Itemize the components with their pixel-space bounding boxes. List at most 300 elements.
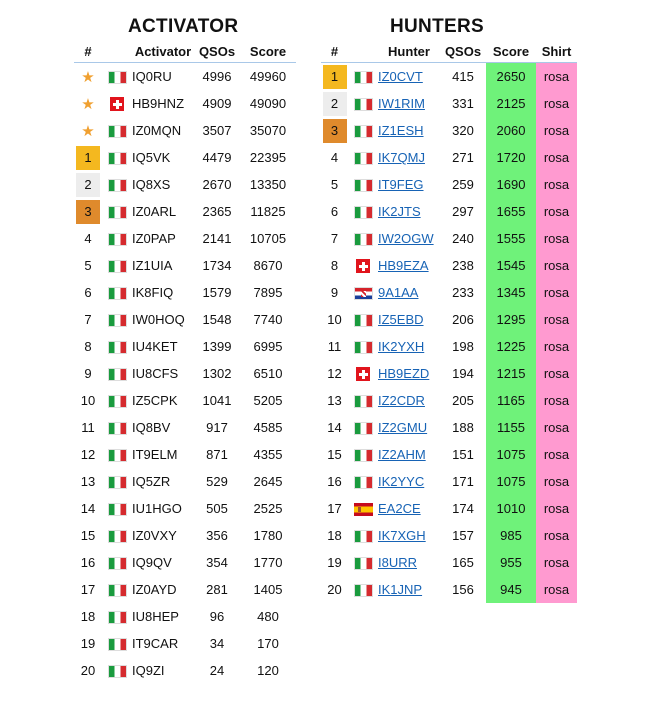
italy-flag-icon — [354, 395, 373, 408]
flag-cell — [348, 63, 378, 91]
rank-cell — [74, 441, 102, 468]
hunter-callsign-cell — [378, 468, 440, 495]
hunter-callsign-link[interactable]: IT9FEG — [378, 177, 424, 192]
rank-number: 19 — [80, 635, 96, 651]
header-qsos: QSOs — [440, 40, 486, 63]
activator-row — [74, 603, 296, 630]
shirt-value: rosa — [536, 252, 577, 279]
qsos-value: 174 — [452, 501, 474, 516]
qsos-value: 4909 — [202, 96, 232, 111]
qsos-value: 1579 — [202, 285, 232, 300]
shirt-value: rosa — [536, 549, 577, 576]
flag-cell — [348, 468, 378, 495]
score-value: 4585 — [253, 420, 283, 435]
hunter-callsign-link[interactable]: IK2JTS — [378, 204, 421, 219]
hunter-callsign-link[interactable]: IK7XGH — [378, 528, 426, 543]
flag-cell — [102, 387, 132, 414]
activator-row — [74, 387, 296, 414]
italy-flag-icon — [354, 233, 373, 246]
rank-cell — [74, 198, 102, 225]
activator-row — [74, 441, 296, 468]
activator-header-row — [74, 40, 296, 63]
flag-cell — [348, 225, 378, 252]
header-score: Score — [240, 40, 296, 63]
score-value: 6995 — [253, 339, 283, 354]
qsos-value: 529 — [206, 474, 228, 489]
hunter-callsign-cell — [378, 414, 440, 441]
hunter-callsign-link[interactable]: I8URR — [378, 555, 418, 570]
italy-flag-icon — [108, 287, 127, 300]
score-value: 1010 — [486, 495, 536, 522]
hunter-row — [321, 522, 577, 549]
flag-cell — [102, 549, 132, 576]
qsos-value: 354 — [206, 555, 228, 570]
hunter-callsign-cell — [378, 441, 440, 468]
hunter-row — [321, 306, 577, 333]
flag-cell — [348, 198, 378, 225]
score-value: 1215 — [486, 360, 536, 387]
flag-cell — [348, 441, 378, 468]
hunter-row — [321, 387, 577, 414]
flag-cell — [348, 549, 378, 576]
rank-number: 7 — [84, 311, 92, 327]
activator-callsign: IZ0AYD — [132, 582, 177, 597]
shirt-value: rosa — [536, 522, 577, 549]
shirt-value: rosa — [536, 468, 577, 495]
hunter-callsign-cell — [378, 117, 440, 144]
rank-number: 10 — [80, 392, 96, 408]
italy-flag-icon — [108, 260, 127, 273]
rank-cell — [321, 333, 348, 360]
activator-row — [74, 468, 296, 495]
rank-cell — [74, 306, 102, 333]
rank-cell — [321, 198, 348, 225]
rank-cell — [321, 279, 348, 306]
rank-cell — [321, 468, 348, 495]
bronze-rank-badge: 3 — [323, 119, 347, 143]
star-icon: ★ — [81, 95, 95, 113]
flag-cell — [102, 360, 132, 387]
qsos-value: 205 — [452, 393, 474, 408]
score-value: 170 — [257, 636, 279, 651]
hunter-callsign-cell — [378, 63, 440, 91]
rank-cell — [74, 279, 102, 306]
score-value: 7895 — [253, 285, 283, 300]
header-rank: # — [74, 40, 102, 63]
rank-number: 17 — [80, 581, 96, 597]
rank-cell — [74, 225, 102, 252]
qsos-value: 2141 — [202, 231, 232, 246]
italy-flag-icon — [108, 395, 127, 408]
rank-number: 9 — [330, 284, 339, 300]
hunter-callsign-link[interactable]: IZ5EBD — [378, 312, 424, 327]
header-qsos: QSOs — [194, 40, 240, 63]
activator-callsign: IZ0ARL — [132, 204, 177, 219]
rank-cell — [74, 549, 102, 576]
score-value: 1555 — [486, 225, 536, 252]
shirt-value: rosa — [536, 576, 577, 603]
activator-callsign: IU4KET — [132, 339, 178, 354]
hunter-callsign-cell — [378, 279, 440, 306]
qsos-value: 240 — [452, 231, 474, 246]
shirt-value: rosa — [536, 441, 577, 468]
hunter-callsign-cell — [378, 522, 440, 549]
flag-cell — [102, 90, 132, 117]
activator-callsign: IQ8BV — [132, 420, 171, 435]
gold-rank-badge: 1 — [76, 146, 100, 170]
hunter-row — [321, 144, 577, 171]
flag-cell — [348, 90, 378, 117]
activator-title: ACTIVATOR — [128, 16, 239, 37]
qsos-value: 238 — [452, 258, 474, 273]
score-value: 2125 — [486, 90, 536, 117]
rank-number: 8 — [330, 257, 339, 273]
hunter-row — [321, 414, 577, 441]
hunter-callsign-link[interactable]: HB9EZA — [378, 258, 429, 273]
qsos-value: 2365 — [202, 204, 232, 219]
rank-cell — [321, 90, 348, 117]
qsos-value: 4479 — [202, 150, 232, 165]
rank-cell — [321, 522, 348, 549]
score-value: 955 — [486, 549, 536, 576]
rank-number: 19 — [327, 554, 342, 570]
flag-cell — [102, 522, 132, 549]
italy-flag-icon — [354, 422, 373, 435]
rank-cell — [321, 63, 348, 91]
italy-flag-icon — [354, 449, 373, 462]
shirt-value: rosa — [536, 171, 577, 198]
italy-flag-icon — [108, 476, 127, 489]
score-value: 8670 — [253, 258, 283, 273]
rank-cell — [321, 441, 348, 468]
activator-callsign: IU8HEP — [132, 609, 179, 624]
score-value: 1405 — [253, 582, 283, 597]
switzerland-flag-icon — [356, 367, 370, 381]
rank-cell — [74, 333, 102, 360]
flag-cell — [348, 252, 378, 279]
rank-cell — [321, 549, 348, 576]
italy-flag-icon — [354, 71, 373, 84]
rank-cell — [74, 495, 102, 522]
italy-flag-icon — [354, 557, 373, 570]
flag-cell — [102, 252, 132, 279]
rank-cell — [321, 387, 348, 414]
rank-number: 6 — [84, 284, 92, 300]
rank-number: 9 — [84, 365, 92, 381]
switzerland-flag-icon — [110, 97, 124, 111]
italy-flag-icon — [108, 179, 127, 192]
flag-cell — [348, 576, 378, 603]
qsos-value: 505 — [206, 501, 228, 516]
flag-cell — [102, 495, 132, 522]
rank-number: 15 — [80, 527, 96, 543]
qsos-value: 297 — [452, 204, 474, 219]
hunter-row — [321, 549, 577, 576]
header-shirt: Shirt — [536, 40, 577, 63]
activator-callsign: IQ0RU — [132, 69, 172, 84]
hunter-callsign-cell — [378, 549, 440, 576]
rank-cell — [74, 468, 102, 495]
flag-cell — [348, 360, 378, 387]
activator-callsign: IZ0PAP — [132, 231, 176, 246]
score-value: 35070 — [249, 123, 287, 138]
score-value: 1075 — [486, 441, 536, 468]
activator-callsign: IW0HOQ — [132, 312, 185, 327]
activator-callsign: IZ0MQN — [132, 123, 182, 138]
activator-row — [74, 90, 296, 117]
qsos-value: 1302 — [202, 366, 232, 381]
flag-cell — [102, 603, 132, 630]
rank-number: 10 — [327, 311, 342, 327]
italy-flag-icon — [108, 233, 127, 246]
flag-cell — [102, 117, 132, 144]
hunter-callsign-link[interactable]: IK7QMJ — [378, 150, 425, 165]
italy-flag-icon — [108, 341, 127, 354]
italy-flag-icon — [108, 557, 127, 570]
qsos-value: 281 — [206, 582, 228, 597]
rank-number: 6 — [330, 203, 339, 219]
italy-flag-icon — [108, 314, 127, 327]
italy-flag-icon — [108, 368, 127, 381]
rank-cell — [74, 522, 102, 549]
rank-cell — [74, 171, 102, 198]
activator-row — [74, 495, 296, 522]
rank-cell — [74, 387, 102, 414]
hunter-callsign-cell — [378, 171, 440, 198]
activator-callsign: IU1HGO — [132, 501, 182, 516]
flag-cell — [102, 657, 132, 684]
header-flag — [348, 40, 378, 63]
rank-number: 12 — [80, 446, 96, 462]
hunter-callsign-cell — [378, 576, 440, 603]
rank-cell — [74, 576, 102, 603]
qsos-value: 198 — [452, 339, 474, 354]
qsos-value: 24 — [209, 663, 225, 678]
rank-number: 14 — [80, 500, 96, 516]
score-value: 1075 — [486, 468, 536, 495]
hunter-row — [321, 576, 577, 603]
hunter-row — [321, 117, 577, 144]
rank-number: 8 — [84, 338, 92, 354]
hunter-row — [321, 198, 577, 225]
header-hunter: Hunter — [378, 40, 440, 63]
hunter-callsign-link[interactable]: EA2CE — [378, 501, 421, 516]
header-flag — [102, 40, 132, 63]
header-rank: # — [321, 40, 348, 63]
rank-cell — [321, 495, 348, 522]
activator-row — [74, 306, 296, 333]
score-value: 2525 — [253, 501, 283, 516]
italy-flag-icon — [108, 584, 127, 597]
italy-flag-icon — [108, 665, 127, 678]
qsos-value: 188 — [452, 420, 474, 435]
score-value: 120 — [257, 663, 279, 678]
flag-cell — [102, 198, 132, 225]
shirt-value: rosa — [536, 225, 577, 252]
activator-callsign: IZ0VXY — [132, 528, 177, 543]
hunter-callsign-link[interactable]: IK2YYC — [378, 474, 425, 489]
rank-number: 13 — [327, 392, 342, 408]
score-value: 1345 — [486, 279, 536, 306]
italy-flag-icon — [108, 125, 127, 138]
activator-callsign: HB9HNZ — [132, 96, 185, 111]
hunter-row — [321, 90, 577, 117]
score-value: 6510 — [253, 366, 283, 381]
activator-row — [74, 279, 296, 306]
score-value: 7740 — [253, 312, 283, 327]
rank-cell — [321, 576, 348, 603]
rank-number: 5 — [330, 176, 339, 192]
star-icon: ★ — [81, 68, 95, 86]
hunter-row — [321, 171, 577, 198]
score-value: 2650 — [486, 63, 536, 91]
qsos-value: 356 — [206, 528, 228, 543]
score-value: 49090 — [249, 96, 287, 111]
flag-cell — [102, 306, 132, 333]
hunter-callsign-link[interactable]: HB9EZD — [378, 366, 430, 381]
hunter-callsign-cell — [378, 225, 440, 252]
activator-row — [74, 657, 296, 684]
activator-callsign: IT9CAR — [132, 636, 179, 651]
hunter-row — [321, 279, 577, 306]
hunter-callsign-link[interactable]: IK2YXH — [378, 339, 425, 354]
qsos-value: 233 — [452, 285, 474, 300]
rank-cell — [74, 63, 102, 91]
hunter-row — [321, 225, 577, 252]
switzerland-flag-icon — [356, 259, 370, 273]
score-value: 1165 — [486, 387, 536, 414]
rank-cell — [321, 252, 348, 279]
rank-cell — [321, 360, 348, 387]
shirt-value: rosa — [536, 279, 577, 306]
shirt-value: rosa — [536, 117, 577, 144]
activator-row — [74, 360, 296, 387]
hunter-row — [321, 333, 577, 360]
rank-number: 4 — [84, 230, 92, 246]
score-value: 49960 — [249, 69, 287, 84]
italy-flag-icon — [354, 179, 373, 192]
flag-cell — [348, 171, 378, 198]
rank-number: 16 — [80, 554, 96, 570]
hunter-callsign-cell — [378, 90, 440, 117]
hunter-row — [321, 63, 577, 91]
hunter-callsign-link[interactable]: IZ2GMU — [378, 420, 428, 435]
shirt-value: rosa — [536, 495, 577, 522]
rank-cell — [74, 90, 102, 117]
score-value: 5205 — [253, 393, 283, 408]
rank-cell — [74, 603, 102, 630]
flag-cell — [348, 495, 378, 522]
activator-row — [74, 333, 296, 360]
activator-callsign: IQ5VK — [132, 150, 171, 165]
rank-cell — [321, 414, 348, 441]
flag-cell — [102, 63, 132, 91]
star-icon: ★ — [81, 122, 95, 140]
hunter-callsign-link[interactable]: IW1RIM — [378, 96, 425, 111]
italy-flag-icon — [354, 314, 373, 327]
hunter-callsign-link[interactable]: IZ2AHM — [378, 447, 426, 462]
activator-callsign: IZ5CPK — [132, 393, 178, 408]
qsos-value: 157 — [452, 528, 474, 543]
rank-number: 14 — [327, 419, 342, 435]
score-value: 1770 — [253, 555, 283, 570]
italy-flag-icon — [354, 125, 373, 138]
score-value: 1655 — [486, 198, 536, 225]
qsos-value: 151 — [452, 447, 474, 462]
hunter-callsign-cell — [378, 252, 440, 279]
hunters-table — [321, 40, 577, 603]
activator-row — [74, 117, 296, 144]
rank-cell — [74, 144, 102, 171]
hunter-callsign-link[interactable]: IZ0CVT — [378, 69, 423, 84]
rank-number: 5 — [84, 257, 92, 273]
hunter-callsign-link[interactable]: IZ2CDR — [378, 393, 425, 408]
hunter-row — [321, 468, 577, 495]
hunter-callsign-cell — [378, 144, 440, 171]
activator-table — [74, 40, 296, 684]
shirt-value: rosa — [536, 90, 577, 117]
rank-cell — [321, 306, 348, 333]
hunters-header-row — [321, 40, 577, 63]
hunter-callsign-link[interactable]: IZ1ESH — [378, 123, 424, 138]
hunter-callsign-link[interactable]: IK1JNP — [378, 582, 423, 597]
flag-cell — [102, 468, 132, 495]
flag-cell — [102, 630, 132, 657]
rank-number: 12 — [327, 365, 342, 381]
italy-flag-icon — [354, 530, 373, 543]
hunter-callsign-link[interactable]: 9A1AA — [378, 285, 419, 300]
hunter-callsign-link[interactable]: IW2OGW — [378, 231, 434, 246]
flag-cell — [348, 333, 378, 360]
italy-flag-icon — [354, 584, 373, 597]
flag-cell — [102, 414, 132, 441]
rank-number: 20 — [80, 662, 96, 678]
rank-cell — [321, 171, 348, 198]
croatia-flag-icon — [354, 287, 373, 300]
rank-cell — [74, 360, 102, 387]
flag-cell — [348, 144, 378, 171]
score-value: 11825 — [250, 204, 286, 219]
qsos-value: 194 — [452, 366, 474, 381]
rank-number: 17 — [327, 500, 342, 516]
italy-flag-icon — [354, 206, 373, 219]
activator-callsign: IQ8XS — [132, 177, 171, 192]
score-value: 1780 — [253, 528, 283, 543]
rank-cell — [321, 225, 348, 252]
italy-flag-icon — [108, 611, 127, 624]
flag-cell — [102, 576, 132, 603]
italy-flag-icon — [108, 530, 127, 543]
flag-cell — [102, 333, 132, 360]
activator-row — [74, 198, 296, 225]
score-value: 2060 — [486, 117, 536, 144]
activator-row — [74, 630, 296, 657]
flag-cell — [102, 279, 132, 306]
activator-callsign: IT9ELM — [132, 447, 178, 462]
score-value: 1545 — [486, 252, 536, 279]
shirt-value: rosa — [536, 360, 577, 387]
rank-cell — [74, 414, 102, 441]
italy-flag-icon — [108, 422, 127, 435]
flag-cell — [102, 144, 132, 171]
header-score: Score — [486, 40, 536, 63]
activator-callsign: IK8FIQ — [132, 285, 174, 300]
rank-cell — [74, 117, 102, 144]
qsos-value: 271 — [452, 150, 474, 165]
qsos-value: 4996 — [202, 69, 232, 84]
qsos-value: 3507 — [202, 123, 232, 138]
hunter-row — [321, 441, 577, 468]
